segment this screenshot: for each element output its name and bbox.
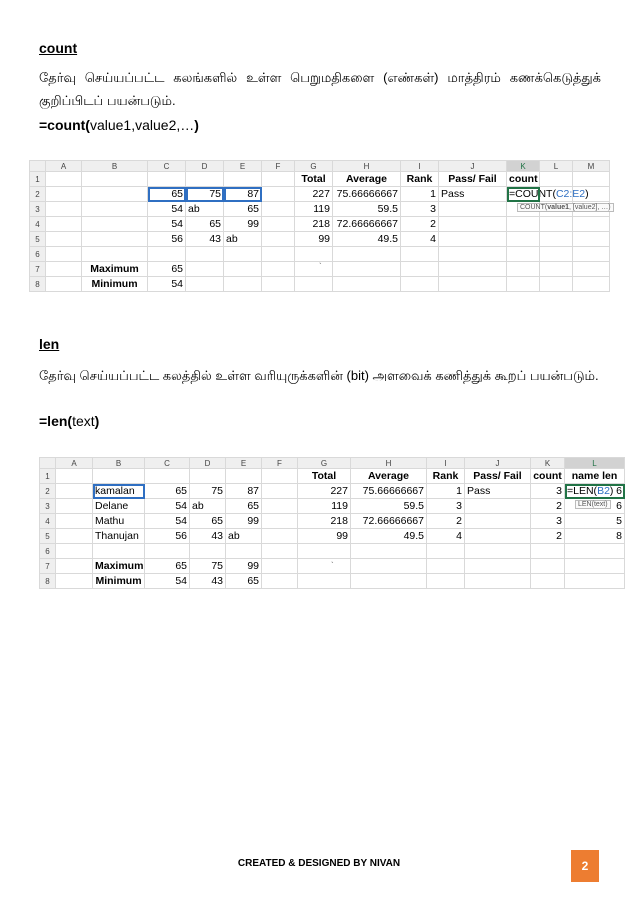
cell-j4[interactable] [439, 217, 507, 232]
cell-h6[interactable] [333, 247, 401, 262]
cell-c8[interactable]: 54 [145, 574, 190, 589]
cell-h5[interactable]: 49.5 [351, 529, 427, 544]
cell-j2[interactable]: Pass [439, 187, 507, 202]
cell-k7[interactable] [507, 262, 540, 277]
row-header-1[interactable]: 1 [30, 172, 46, 187]
cell-f1[interactable] [262, 172, 295, 187]
column-header-row [30, 161, 610, 172]
formula-close-paren: ) [585, 188, 589, 200]
row-header-3[interactable]: 3 [40, 499, 56, 514]
cell-e7[interactable] [224, 262, 262, 277]
function-tooltip [575, 500, 611, 509]
cell-j1[interactable]: Pass/ Fail [439, 172, 507, 187]
cell-d5[interactable]: 43 [186, 232, 224, 247]
cell-b6[interactable] [82, 247, 148, 262]
cell-g7[interactable] [298, 559, 351, 574]
cell-f4[interactable] [262, 514, 298, 529]
cell-k2[interactable]: 3 [531, 484, 565, 499]
cell-b8[interactable]: Minimum [82, 277, 148, 292]
cell-b5[interactable]: Thanujan [93, 529, 145, 544]
function-tooltip [517, 203, 614, 212]
cell-d6[interactable] [186, 247, 224, 262]
cell-f6[interactable] [262, 544, 298, 559]
cell-e8[interactable]: 65 [226, 574, 262, 589]
cell-h2[interactable]: 75.66666667 [333, 187, 401, 202]
table-row [30, 187, 610, 202]
cell-i2[interactable]: 1 [401, 187, 439, 202]
column-header-h[interactable]: H [333, 161, 401, 172]
cell-g4[interactable]: 218 [298, 514, 351, 529]
cell-d3[interactable]: ab [186, 202, 224, 217]
tooltip-function-name: COUNT( [520, 204, 548, 211]
cell-h3[interactable]: 59.5 [333, 202, 401, 217]
cell-l6[interactable] [540, 247, 573, 262]
cell-h2[interactable]: 75.66666667 [351, 484, 427, 499]
column-header-c[interactable]: C [148, 161, 186, 172]
cell-g2[interactable]: 227 [298, 484, 351, 499]
cell-g1[interactable]: Total [298, 469, 351, 484]
column-header-l[interactable]: L [565, 458, 625, 469]
count-syntax-args: value1,value2,… [89, 117, 195, 133]
cell-d8[interactable] [186, 277, 224, 292]
cell-f2[interactable] [262, 484, 298, 499]
cell-l8[interactable] [565, 574, 625, 589]
cell-g7[interactable] [295, 262, 333, 277]
cell-b3[interactable]: Delane [93, 499, 145, 514]
table-row [40, 544, 625, 559]
cell-f4[interactable] [262, 217, 295, 232]
column-header-g[interactable]: G [295, 161, 333, 172]
column-header-j[interactable]: J [465, 458, 531, 469]
column-header-k[interactable]: K [507, 161, 540, 172]
cell-d2[interactable]: 75 [190, 484, 226, 499]
cell-g6[interactable] [295, 247, 333, 262]
tooltip-current-arg: value1 [547, 204, 570, 211]
row-header-4[interactable]: 4 [30, 217, 46, 232]
stray-mark-2: ` [331, 561, 334, 570]
cell-e3[interactable]: 65 [224, 202, 262, 217]
table-row [40, 499, 625, 514]
cell-f7[interactable] [262, 262, 295, 277]
cell-c7[interactable]: 65 [145, 559, 190, 574]
cell-l5[interactable] [540, 232, 573, 247]
column-header-i[interactable]: I [427, 458, 465, 469]
cell-j6[interactable] [465, 544, 531, 559]
row-header-8[interactable]: 8 [30, 277, 46, 292]
cell-l7[interactable] [565, 559, 625, 574]
cell-c5[interactable]: 56 [145, 529, 190, 544]
stray-mark: ` [319, 262, 322, 271]
cell-i4[interactable]: 2 [427, 514, 465, 529]
cell-e6[interactable] [224, 247, 262, 262]
tooltip-signature: LEN(text) [578, 501, 608, 508]
cell-k7[interactable] [531, 559, 565, 574]
cell-k6[interactable] [531, 544, 565, 559]
row-header-4[interactable]: 4 [40, 514, 56, 529]
cell-g8[interactable] [298, 574, 351, 589]
row-header-6[interactable]: 6 [40, 544, 56, 559]
cell-j7[interactable] [465, 559, 531, 574]
row-header-3[interactable]: 3 [30, 202, 46, 217]
cell-e2[interactable]: 87 [226, 484, 262, 499]
column-header-f[interactable]: F [262, 161, 295, 172]
cell-l7[interactable] [540, 262, 573, 277]
cell-m4[interactable] [573, 217, 610, 232]
cell-l4[interactable]: 5 [565, 514, 625, 529]
cell-i5[interactable]: 4 [427, 529, 465, 544]
len-description: தேர்வு செய்யப்பட்ட கலத்தில் உள்ள வரியுருக்களின் (bit) அளவைக் கணித்துக் கூறப் பயன்படும். [39, 368, 599, 383]
cell-d6[interactable] [190, 544, 226, 559]
cell-i4[interactable]: 2 [401, 217, 439, 232]
column-header-d[interactable]: D [190, 458, 226, 469]
page-number-badge: 2 [571, 850, 599, 882]
cell-a1[interactable] [46, 172, 82, 187]
cell-c4[interactable]: 54 [148, 217, 186, 232]
cell-e1[interactable] [226, 469, 262, 484]
cell-h8[interactable] [351, 574, 427, 589]
column-header-l[interactable]: L [540, 161, 573, 172]
cell-l5[interactable]: 8 [565, 529, 625, 544]
cell-i2[interactable]: 1 [427, 484, 465, 499]
cell-d1[interactable] [190, 469, 226, 484]
cell-a2[interactable] [46, 187, 82, 202]
table-row [30, 277, 610, 292]
cell-h5[interactable]: 49.5 [333, 232, 401, 247]
cell-b8[interactable]: Minimum [93, 574, 145, 589]
cell-g4[interactable]: 218 [295, 217, 333, 232]
cell-j8[interactable] [439, 277, 507, 292]
cell-f1[interactable] [262, 469, 298, 484]
cell-k2[interactable] [507, 187, 611, 211]
cell-d4[interactable]: 65 [190, 514, 226, 529]
cell-c7[interactable]: 65 [148, 262, 186, 277]
cell-k8[interactable] [507, 277, 540, 292]
table-row [30, 217, 610, 232]
cell-f3[interactable] [262, 202, 295, 217]
cell-c8[interactable]: 54 [148, 277, 186, 292]
cell-e5[interactable]: ab [224, 232, 262, 247]
cell-g1[interactable]: Total [295, 172, 333, 187]
table-row [40, 484, 625, 499]
cell-k4[interactable] [507, 217, 540, 232]
cell-a1[interactable] [56, 469, 93, 484]
len-syntax-suffix: ) [94, 413, 100, 429]
spreadsheet-count [29, 160, 610, 292]
cell-e4[interactable]: 99 [224, 217, 262, 232]
cell-k4[interactable]: 3 [531, 514, 565, 529]
cell-g2[interactable]: 227 [295, 187, 333, 202]
cell-a3[interactable] [56, 499, 93, 514]
cell-c2[interactable]: 65 [145, 484, 190, 499]
cell-m1[interactable] [573, 172, 610, 187]
cell-e8[interactable] [224, 277, 262, 292]
cell-j8[interactable] [465, 574, 531, 589]
cell-a4[interactable] [46, 217, 82, 232]
cell-e7[interactable]: 99 [226, 559, 262, 574]
row-header-6[interactable]: 6 [30, 247, 46, 262]
row-header-2[interactable]: 2 [30, 187, 46, 202]
cell-h4[interactable]: 72.66666667 [333, 217, 401, 232]
row-header-7[interactable]: 7 [30, 262, 46, 277]
column-header-h[interactable]: H [351, 458, 427, 469]
cell-m6[interactable] [573, 247, 610, 262]
table-row [40, 529, 625, 544]
cell-m7[interactable] [573, 262, 610, 277]
cell-b7[interactable]: Maximum [93, 559, 145, 574]
cell-k1[interactable]: count [507, 172, 540, 187]
cell-f2[interactable] [262, 187, 295, 202]
cell-i3[interactable]: 3 [427, 499, 465, 514]
cell-j1[interactable]: Pass/ Fail [465, 469, 531, 484]
row-header-5[interactable]: 5 [40, 529, 56, 544]
cell-k6[interactable] [507, 247, 540, 262]
cell-h4[interactable]: 72.66666667 [351, 514, 427, 529]
column-header-m[interactable]: M [573, 161, 610, 172]
cell-c6[interactable] [145, 544, 190, 559]
cell-m8[interactable] [573, 277, 610, 292]
cell-c1[interactable] [148, 172, 186, 187]
row-header-7[interactable]: 7 [40, 559, 56, 574]
cell-c6[interactable] [148, 247, 186, 262]
count-syntax-suffix: ) [194, 117, 199, 133]
table-row [30, 247, 610, 262]
cell-d1[interactable] [186, 172, 224, 187]
cell-g5[interactable]: 99 [295, 232, 333, 247]
count-description: தேர்வு செய்யப்பட்ட கலங்களில் உள்ள பெறுமதிகளை (எண்கள்) மாத்திரம் கணக்கெடுத்துக் குறிப்பிடப் பயன்படும். [39, 70, 601, 108]
cell-g3[interactable]: 119 [298, 499, 351, 514]
cell-i5[interactable]: 4 [401, 232, 439, 247]
cell-l6[interactable] [565, 544, 625, 559]
cell-l1[interactable]: name len [565, 469, 625, 484]
column-header-a[interactable]: A [46, 161, 82, 172]
cell-a6[interactable] [56, 544, 93, 559]
cell-a7[interactable] [56, 559, 93, 574]
cell-k3[interactable]: 2 [531, 499, 565, 514]
cell-g3[interactable]: 119 [295, 202, 333, 217]
cell-a7[interactable] [46, 262, 82, 277]
cell-k5[interactable]: 2 [531, 529, 565, 544]
cell-e6[interactable] [226, 544, 262, 559]
cell-j7[interactable] [439, 262, 507, 277]
cell-f6[interactable] [262, 247, 295, 262]
row-header-1[interactable]: 1 [40, 469, 56, 484]
cell-h1[interactable]: Average [333, 172, 401, 187]
cell-d7[interactable] [186, 262, 224, 277]
cell-e1[interactable] [224, 172, 262, 187]
cell-d8[interactable]: 43 [190, 574, 226, 589]
cell-f7[interactable] [262, 559, 298, 574]
cell-b7[interactable]: Maximum [82, 262, 148, 277]
column-header-c[interactable]: C [145, 458, 190, 469]
column-header-k[interactable]: K [531, 458, 565, 469]
cell-b2[interactable]: kamalan [93, 484, 145, 499]
cell-a5[interactable] [46, 232, 82, 247]
cell-l2[interactable] [565, 484, 625, 508]
cell-a3[interactable] [46, 202, 82, 217]
row-header-8[interactable]: 8 [40, 574, 56, 589]
cell-i8[interactable] [427, 574, 465, 589]
column-header-e[interactable]: E [224, 161, 262, 172]
row-header-2[interactable]: 2 [40, 484, 56, 499]
cell-b4[interactable]: Mathu [93, 514, 145, 529]
column-header-g[interactable]: G [298, 458, 351, 469]
cell-c1[interactable] [145, 469, 190, 484]
formula-function: =COUNT( [509, 188, 556, 200]
cell-b4[interactable] [82, 217, 148, 232]
cell-l3[interactable]: 6 [565, 499, 625, 514]
cell-h7[interactable] [351, 559, 427, 574]
footer-credit: CREATED & DESIGNED BY NIVAN [237, 858, 401, 869]
cell-i8[interactable] [401, 277, 439, 292]
cell-i6[interactable] [401, 247, 439, 262]
table-row [30, 232, 610, 247]
cell-d2[interactable]: 75 [186, 187, 224, 202]
cell-b1[interactable] [82, 172, 148, 187]
cell-k5[interactable] [507, 232, 540, 247]
tooltip-remaining-args: , [value2], …) [569, 204, 611, 211]
cell-h3[interactable]: 59.5 [351, 499, 427, 514]
table-row [30, 172, 610, 187]
cell-c3[interactable]: 54 [148, 202, 186, 217]
cell-i3[interactable]: 3 [401, 202, 439, 217]
cell-h1[interactable]: Average [351, 469, 427, 484]
cell-e4[interactable]: 99 [226, 514, 262, 529]
cell-k8[interactable] [531, 574, 565, 589]
count-syntax [39, 117, 199, 133]
cell-b6[interactable] [93, 544, 145, 559]
cell-b5[interactable] [82, 232, 148, 247]
cell-i6[interactable] [427, 544, 465, 559]
cell-l8[interactable] [540, 277, 573, 292]
column-header-b[interactable]: B [93, 458, 145, 469]
table-row [40, 574, 625, 589]
cell-c3[interactable]: 54 [145, 499, 190, 514]
cell-a4[interactable] [56, 514, 93, 529]
cell-a8[interactable] [46, 277, 82, 292]
cell-i1[interactable]: Rank [401, 172, 439, 187]
column-header-f[interactable]: F [262, 458, 298, 469]
cell-a2[interactable] [56, 484, 93, 499]
cell-l1[interactable] [540, 172, 573, 187]
cell-f5[interactable] [262, 529, 298, 544]
len-syntax [39, 413, 99, 429]
cell-c4[interactable]: 54 [145, 514, 190, 529]
column-header-j[interactable]: J [439, 161, 507, 172]
count-syntax-prefix: =count( [39, 117, 90, 133]
column-header-d[interactable]: D [186, 161, 224, 172]
column-header-b[interactable]: B [82, 161, 148, 172]
cell-m5[interactable] [573, 232, 610, 247]
cell-a5[interactable] [56, 529, 93, 544]
cell-g6[interactable] [298, 544, 351, 559]
len-syntax-prefix: =len( [39, 413, 73, 429]
row-header-5[interactable]: 5 [30, 232, 46, 247]
cell-d3[interactable]: ab [190, 499, 226, 514]
cell-b1[interactable] [93, 469, 145, 484]
formula-range-reference: C2:E2 [555, 188, 586, 200]
cell-a6[interactable] [46, 247, 82, 262]
cell-l4[interactable] [540, 217, 573, 232]
cell-k1[interactable]: count [531, 469, 565, 484]
cell-h6[interactable] [351, 544, 427, 559]
formula-close-paren: ) [609, 485, 614, 497]
len-syntax-args: text [72, 413, 95, 429]
cell-a8[interactable] [56, 574, 93, 589]
cell-b3[interactable] [82, 202, 148, 217]
column-header-e[interactable]: E [226, 458, 262, 469]
table-row [40, 469, 625, 484]
cell-d7[interactable]: 75 [190, 559, 226, 574]
table-row [40, 514, 625, 529]
formula-function: =LEN( [567, 485, 598, 497]
cell-c5[interactable]: 56 [148, 232, 186, 247]
heading-len: len [39, 336, 60, 352]
cell-i7[interactable] [401, 262, 439, 277]
cell-f8[interactable] [262, 574, 298, 589]
cell-f5[interactable] [262, 232, 295, 247]
column-header-i[interactable]: I [401, 161, 439, 172]
cell-value-behind-edit: 6 [616, 485, 622, 497]
heading-count: count [39, 40, 78, 56]
column-header-row [40, 458, 625, 469]
cell-e2[interactable]: 87 [224, 187, 262, 202]
cell-i7[interactable] [427, 559, 465, 574]
cell-j4[interactable] [465, 514, 531, 529]
cell-e5[interactable]: ab [226, 529, 262, 544]
cell-j2[interactable]: Pass [465, 484, 531, 499]
column-header-a[interactable]: A [56, 458, 93, 469]
cell-f8[interactable] [262, 277, 295, 292]
cell-j3[interactable] [465, 499, 531, 514]
cell-f3[interactable] [262, 499, 298, 514]
cell-c2[interactable]: 65 [148, 187, 186, 202]
cell-e3[interactable]: 65 [226, 499, 262, 514]
cell-j6[interactable] [439, 247, 507, 262]
cell-j3[interactable] [439, 202, 507, 217]
cell-h7[interactable] [333, 262, 401, 277]
cell-g5[interactable]: 99 [298, 529, 351, 544]
select-all-corner[interactable] [30, 161, 46, 172]
cell-i1[interactable]: Rank [427, 469, 465, 484]
cell-j5[interactable] [465, 529, 531, 544]
cell-d5[interactable]: 43 [190, 529, 226, 544]
select-all-corner[interactable] [40, 458, 56, 469]
formula-range-reference: B2 [597, 485, 610, 497]
cell-j5[interactable] [439, 232, 507, 247]
cell-d4[interactable]: 65 [186, 217, 224, 232]
cell-b2[interactable] [82, 187, 148, 202]
cell-h8[interactable] [333, 277, 401, 292]
cell-g8[interactable] [295, 277, 333, 292]
